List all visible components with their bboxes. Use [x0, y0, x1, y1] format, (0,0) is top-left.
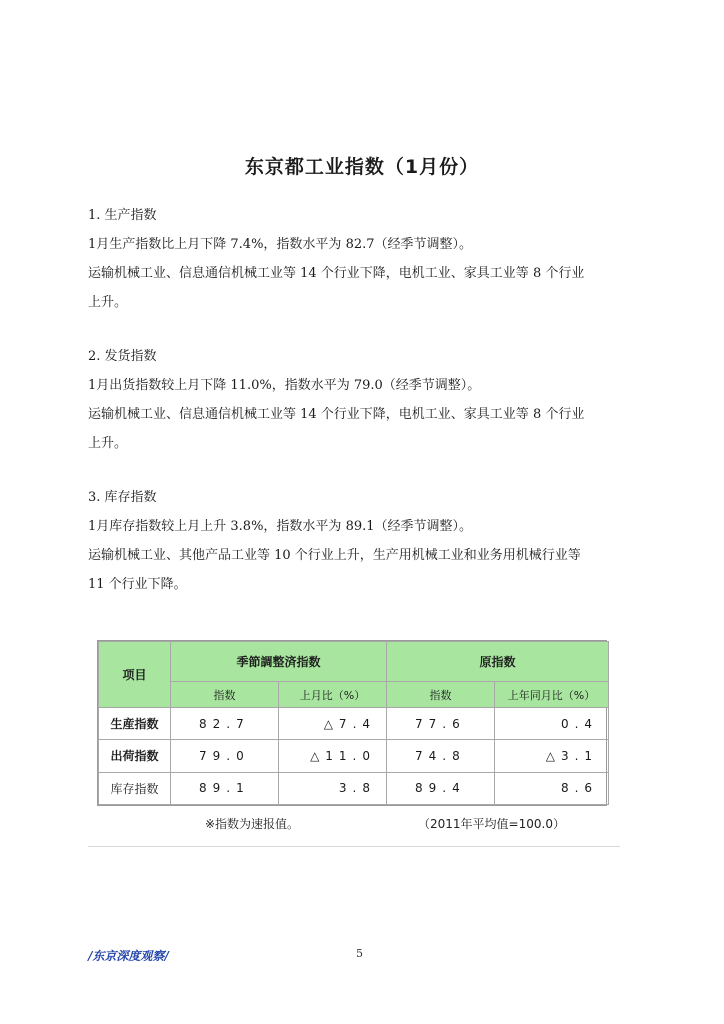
section-line: 1月生产指数比上月下降 7.4%，指数水平为 82.7（经季节调整）。 [88, 237, 473, 252]
section-line: 1月库存指数较上月上升 3.8%，指数水平为 89.1（经季节调整）。 [88, 519, 473, 534]
subheader-mom: 上月比（%） [279, 682, 387, 708]
section-line: 运输机械工业、信息通信机械工业等 14 个行业下降，电机工业、家具工业等 8 个行业 [88, 407, 585, 422]
table-note-baseline: （2011年平均值=100.0） [418, 817, 565, 831]
cell-yoy: △3.1 [495, 740, 609, 772]
subheader-index: 指数 [387, 682, 495, 708]
cell-mom: △11.0 [279, 740, 387, 772]
section-heading: 1. 生产指数 [88, 208, 157, 223]
section-line: 上升。 [88, 436, 128, 451]
row-label: 库存指数 [99, 772, 171, 804]
cell-mom: △7.4 [279, 708, 387, 740]
header-original: 原指数 [387, 642, 609, 682]
section-line: 1月出货指数较上月下降 11.0%，指数水平为 79.0（经季节调整）。 [88, 378, 481, 393]
section-shipment [88, 342, 648, 458]
table-row [99, 772, 609, 804]
cell-seasonal-index: 82.7 [171, 708, 279, 740]
header-seasonal: 季節調整済指数 [171, 642, 387, 682]
cell-mom: 3.8 [279, 772, 387, 804]
cell-yoy: 0.4 [495, 708, 609, 740]
table-note-preliminary: ※指数为速报值。 [205, 817, 300, 831]
cell-seasonal-index: 79.0 [171, 740, 279, 772]
footer-brand: /东京深度观察/ [88, 949, 169, 963]
cell-yoy: 8.6 [495, 772, 609, 804]
section-heading: 3. 库存指数 [88, 490, 157, 505]
cell-original-index: 77.6 [387, 708, 495, 740]
section-inventory [88, 483, 648, 599]
index-table [97, 640, 607, 806]
table-row [99, 740, 609, 772]
document-title: 东京都工业指数（1月份） [244, 156, 480, 178]
subheader-index: 指数 [171, 682, 279, 708]
section-line: 运输机械工业、信息通信机械工业等 14 个行业下降，电机工业、家具工业等 8 个行业 [88, 266, 585, 281]
cell-original-index: 74.8 [387, 740, 495, 772]
row-label: 生産指数 [99, 708, 171, 740]
divider [88, 846, 620, 847]
row-label: 出荷指数 [99, 740, 171, 772]
section-production [88, 201, 648, 317]
cell-seasonal-index: 89.1 [171, 772, 279, 804]
page-number: 5 [356, 947, 363, 960]
table-row [99, 708, 609, 740]
section-heading: 2. 发货指数 [88, 349, 157, 364]
cell-original-index: 89.4 [387, 772, 495, 804]
subheader-yoy: 上年同月比（%） [495, 682, 609, 708]
section-line: 11 个行业下降。 [88, 577, 187, 592]
section-line: 上升。 [88, 295, 128, 310]
header-item: 项目 [99, 642, 171, 708]
section-line: 运输机械工业、其他产品工业等 10 个行业上升，生产用机械工业和业务用机械行业等 [88, 548, 581, 563]
